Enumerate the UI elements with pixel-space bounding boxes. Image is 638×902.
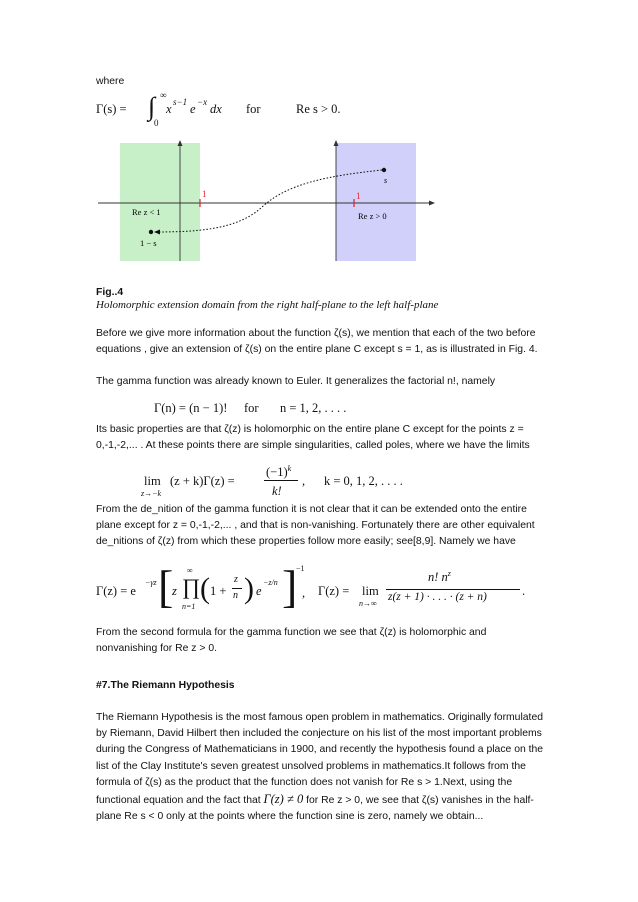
point-s	[382, 168, 386, 172]
right-bracket: ]	[282, 561, 298, 612]
limit-expression: (z + k)Γ(z) =	[170, 474, 235, 488]
label-one-right: 1	[356, 191, 361, 201]
integrand-dx: dx	[210, 102, 222, 116]
label-one-minus-s: 1 − s	[140, 238, 157, 248]
paragraph-second-formula: From the second formula for the gamma function we see that ζ(z) is holomorphic and nonvanishing for Re z > 0.	[96, 627, 487, 655]
gamma-nonzero-formula: Γ(z) ≠ 0	[263, 792, 304, 807]
integral-lower-limit: 0	[154, 118, 159, 128]
product-frac2-num-base: n! n	[428, 570, 448, 584]
limit-fraction-bar	[264, 480, 298, 481]
product-frac2-num	[428, 569, 451, 585]
figure-caption: Holomorphic extension domain from the right half-plane to the left half-plane	[96, 299, 439, 311]
product-frac2-den: z(z + 1) · . . . · (z + n)	[388, 591, 487, 603]
limit-comma: ,	[302, 474, 306, 488]
product-frac-num: z	[234, 574, 238, 585]
limit-rhs: k = 0, 1, 2, . . . .	[324, 474, 403, 488]
label-s: s	[384, 176, 388, 185]
paragraph-definitions: From the de_nition of the gamma function it is not clear that it can be extended onto the entire plane except for z = 0,-1,-2,... , and that is non-vanishing. Fortunately there are other equivalent de_nitions of ζ(z) from which these properties follow more easily; see[8,9]. Namely we have	[96, 504, 535, 548]
product-frac2-num-exp: z	[447, 569, 451, 578]
where-label: where	[96, 76, 125, 87]
integrand-x: x	[166, 102, 172, 116]
factorial-rhs: n = 1, 2, . . . .	[280, 401, 347, 415]
section-title: #7.The Riemann Hypothesis	[96, 680, 235, 691]
product-comma: ,	[302, 586, 306, 600]
integrand-e: e	[190, 102, 196, 116]
gamma-def-for: for	[246, 102, 261, 116]
point-one-minus-s	[149, 230, 153, 234]
limit-numerator-exp: k	[287, 464, 292, 473]
integral-sign: ∫	[148, 92, 156, 121]
factorial-lhs: Γ(n) = (n − 1)!	[154, 401, 228, 415]
product-period: .	[522, 584, 526, 598]
paragraph-basic-properties: Its basic properties are that ζ(z) is holomorphic on the entire plane C except for the points z = 0,-1,-2,... . At these points there are simple singularities, called poles, where we have the limits	[96, 424, 530, 452]
product-lhs: Γ(z) = e	[96, 584, 136, 598]
label-one-left: 1	[202, 189, 207, 199]
product-e2-exp: −z/n	[263, 578, 278, 587]
holomorphic-extension-figure	[96, 140, 436, 264]
product-frac-den: n	[233, 590, 238, 601]
limit-denominator: k!	[272, 484, 282, 498]
gamma-def-condition: Re s > 0.	[296, 102, 341, 116]
product-lim2: lim	[362, 584, 379, 598]
limit-numerator	[266, 464, 291, 480]
right-half-plane-region	[336, 143, 416, 261]
paragraph-riemann-hypothesis	[96, 710, 546, 825]
figure-label: Fig..4	[96, 287, 124, 298]
product-outer-exp: −1	[296, 564, 305, 573]
limit-subscript: z→−k	[141, 489, 162, 498]
limit-lim: lim	[144, 474, 161, 488]
real-axis-arrow-icon	[429, 201, 435, 206]
integrand-e-exponent: −x	[197, 97, 208, 107]
product-lhs-exp: −γz	[145, 578, 157, 587]
left-half-plane-region	[120, 143, 200, 261]
paragraph-extension: Before we give more information about the function ζ(s), we mention that each of the two before equations , give an extension of ζ(s) on the entire plane C except s = 1, as is illustrated in Fig. 4.	[96, 328, 538, 356]
left-bracket: [	[158, 561, 174, 612]
label-re-z-greater-0: Re z > 0	[358, 211, 387, 221]
label-re-z-less-1: Re z < 1	[132, 207, 161, 217]
product-frac-bar	[232, 588, 242, 589]
product-z: z	[172, 584, 177, 598]
product-lower: n=1	[182, 602, 196, 611]
left-paren: (	[200, 572, 210, 605]
right-paren: )	[244, 572, 254, 605]
factorial-for: for	[244, 401, 259, 415]
product-lim2-sub: n→∞	[359, 599, 377, 608]
product-sign: ∏	[182, 574, 201, 599]
rh-text-part2: for Re z > 0, we see that ζ(s) vanishes in the half-plane Re s < 0 only at the points where the function sine is zero, namely we obtain...	[96, 795, 534, 823]
integral-upper-limit: ∞	[160, 90, 167, 100]
product-frac2-bar	[386, 589, 520, 590]
paragraph-euler: The gamma function was already known to Euler. It generalizes the factorial n!, namely	[96, 376, 496, 387]
limit-equation	[141, 464, 444, 502]
product-e2: e	[256, 584, 262, 598]
product-upper: ∞	[187, 566, 193, 575]
product-lhs2: Γ(z) =	[318, 584, 350, 598]
integrand-exponent: s−1	[173, 97, 188, 107]
limit-numerator-base: (−1)	[266, 465, 288, 479]
gamma-def-lhs: Γ(s) =	[96, 102, 127, 116]
product-one-plus: 1 +	[210, 584, 227, 598]
rh-text-part1: The Riemann Hypothesis is the most famous open problem in mathematics. Originally formulated by Riemann, David Hilbert then included the conjecture on his list of the most important problems during the Congress of Mathematicians in 1900, and recently the hypothesis found a place on the list of the Clay Institute's seven greatest unsolved problems in mathematics.It follows from the formula of ζ(s) as the product that the function does not vanish for Re s > 1.Next, using the functional equation and the fact that	[96, 712, 544, 807]
gamma-product-equation	[96, 561, 526, 614]
